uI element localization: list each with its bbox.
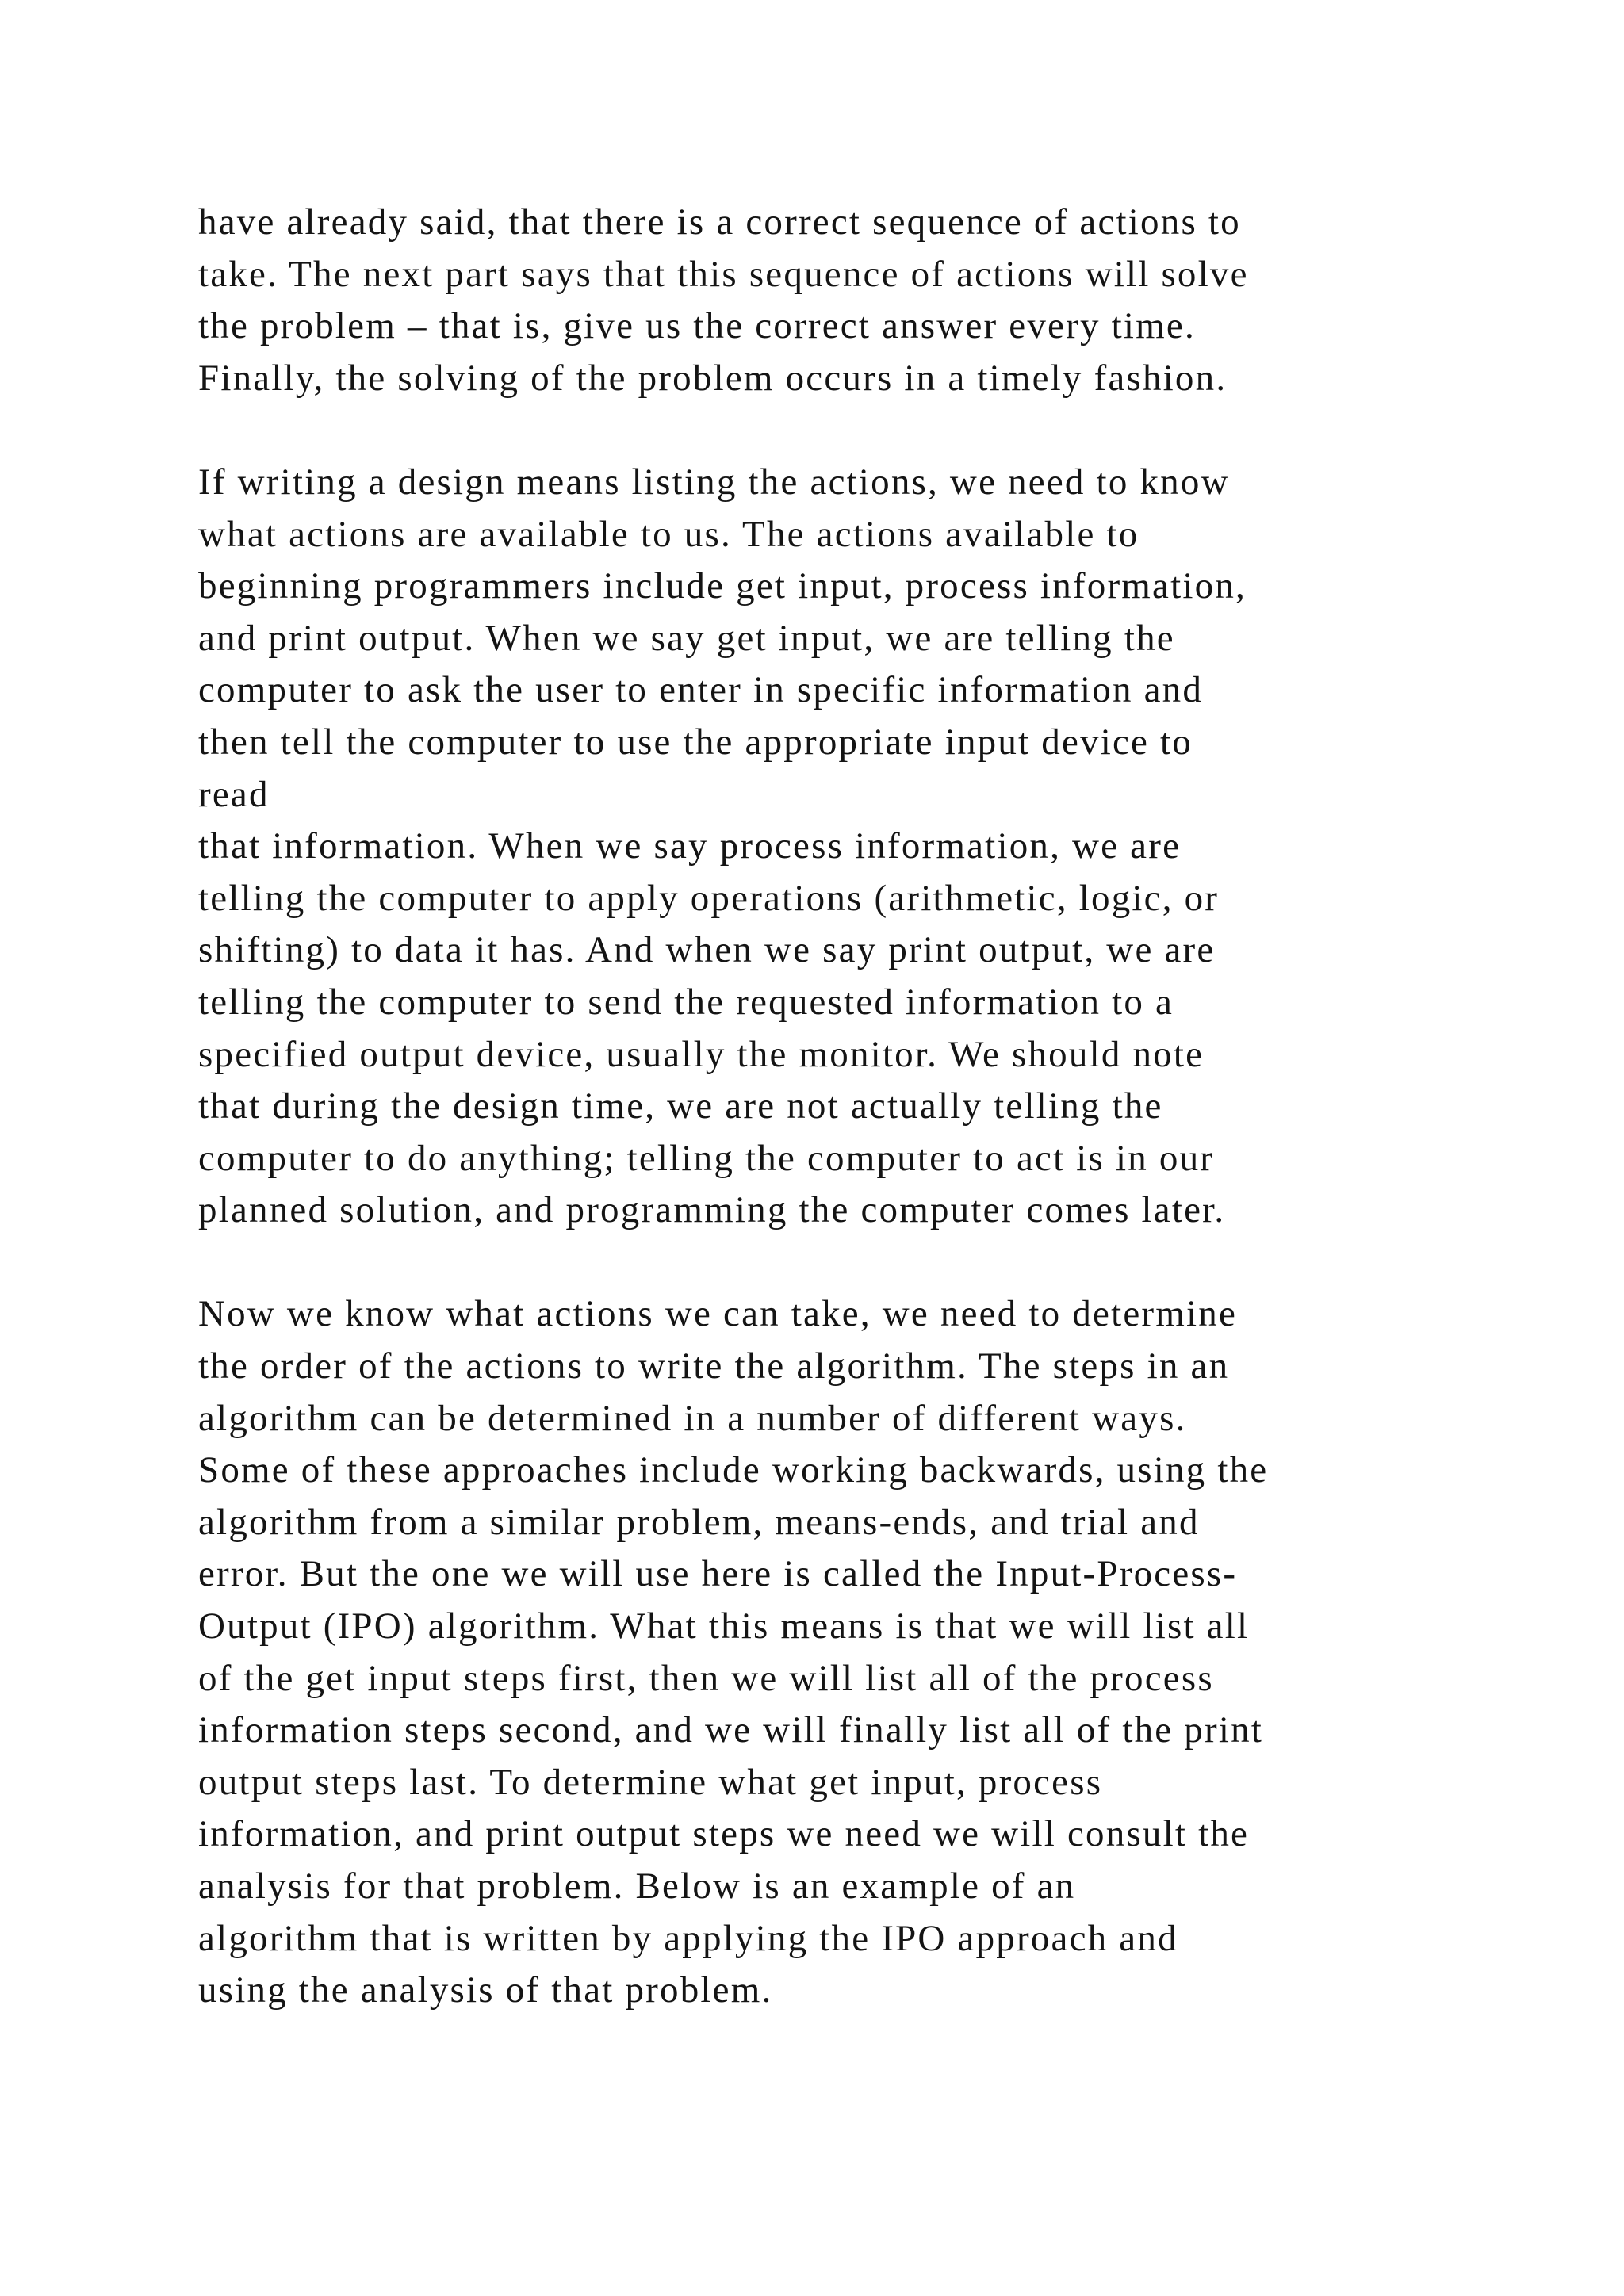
text-line: error. But the one we will use here is called the Input-Process- [198,1553,1238,1595]
text-line: Finally, the solving of the problem occurs in a timely fashion. [198,357,1228,399]
text-line: beginning programmers include get input, process information, [198,565,1247,607]
text-line: information, and print output steps we need we will consult the [198,1813,1250,1855]
text-line: what actions are available to us. The actions available to [198,513,1139,555]
text-line: algorithm can be determined in a number of different ways. [198,1397,1187,1439]
text-line: and print output. When we say get input, we are telling the [198,617,1175,659]
text-line: take. The next part says that this sequence of actions will solve [198,253,1249,295]
text-line: using the analysis of that problem. [198,1969,773,2011]
text-line: of the get input steps first, then we will list all of the process [198,1657,1214,1699]
text-line: have already said, that there is a correct sequence of actions to [198,201,1241,243]
text-line: Now we know what actions we can take, we need to determine [198,1293,1238,1335]
text-line: algorithm that is written by applying the IPO approach and [198,1917,1178,1959]
text-line: computer to do anything; telling the computer to act is in our [198,1137,1215,1179]
text-line: read [198,773,270,815]
paragraph-spacer [198,404,1546,457]
text-line: shifting) to data it has. And when we say print output, we are [198,929,1216,971]
body-text [198,197,1546,2017]
text-line: telling the computer to apply operations (arithmetic, logic, or [198,877,1220,919]
paragraph-spacer [198,1237,1546,1289]
text-line: telling the computer to send the requested information to a [198,981,1174,1023]
text-line: that information. When we say process information, we are [198,825,1182,867]
text-line: analysis for that problem. Below is an example of an [198,1866,1076,1907]
text-line: the problem – that is, give us the correct answer every time. [198,305,1196,347]
text-line: planned solution, and programming the computer comes later. [198,1189,1226,1231]
text-line: that during the design time, we are not actually telling the [198,1085,1163,1127]
text-line: the order of the actions to write the algorithm. The steps in an [198,1345,1230,1387]
paragraph-1 [198,197,1546,404]
text-line: information steps second, and we will finally list all of the print [198,1709,1264,1751]
text-line: Output (IPO) algorithm. What this means is that we will list all [198,1605,1250,1647]
text-line: Some of these approaches include working backwards, using the [198,1449,1269,1491]
text-line: then tell the computer to use the appropriate input device to [198,721,1193,763]
paragraph-2 [198,457,1546,1237]
text-line: specified output device, usually the monitor. We should note [198,1033,1205,1075]
text-line: If writing a design means listing the actions, we need to know [198,461,1230,503]
text-line: algorithm from a similar problem, means-ends, and trial and [198,1501,1200,1543]
paragraph-3 [198,1288,1546,2016]
text-line: output steps last. To determine what get input, process [198,1761,1103,1803]
text-line: computer to ask the user to enter in specific information and [198,669,1204,711]
